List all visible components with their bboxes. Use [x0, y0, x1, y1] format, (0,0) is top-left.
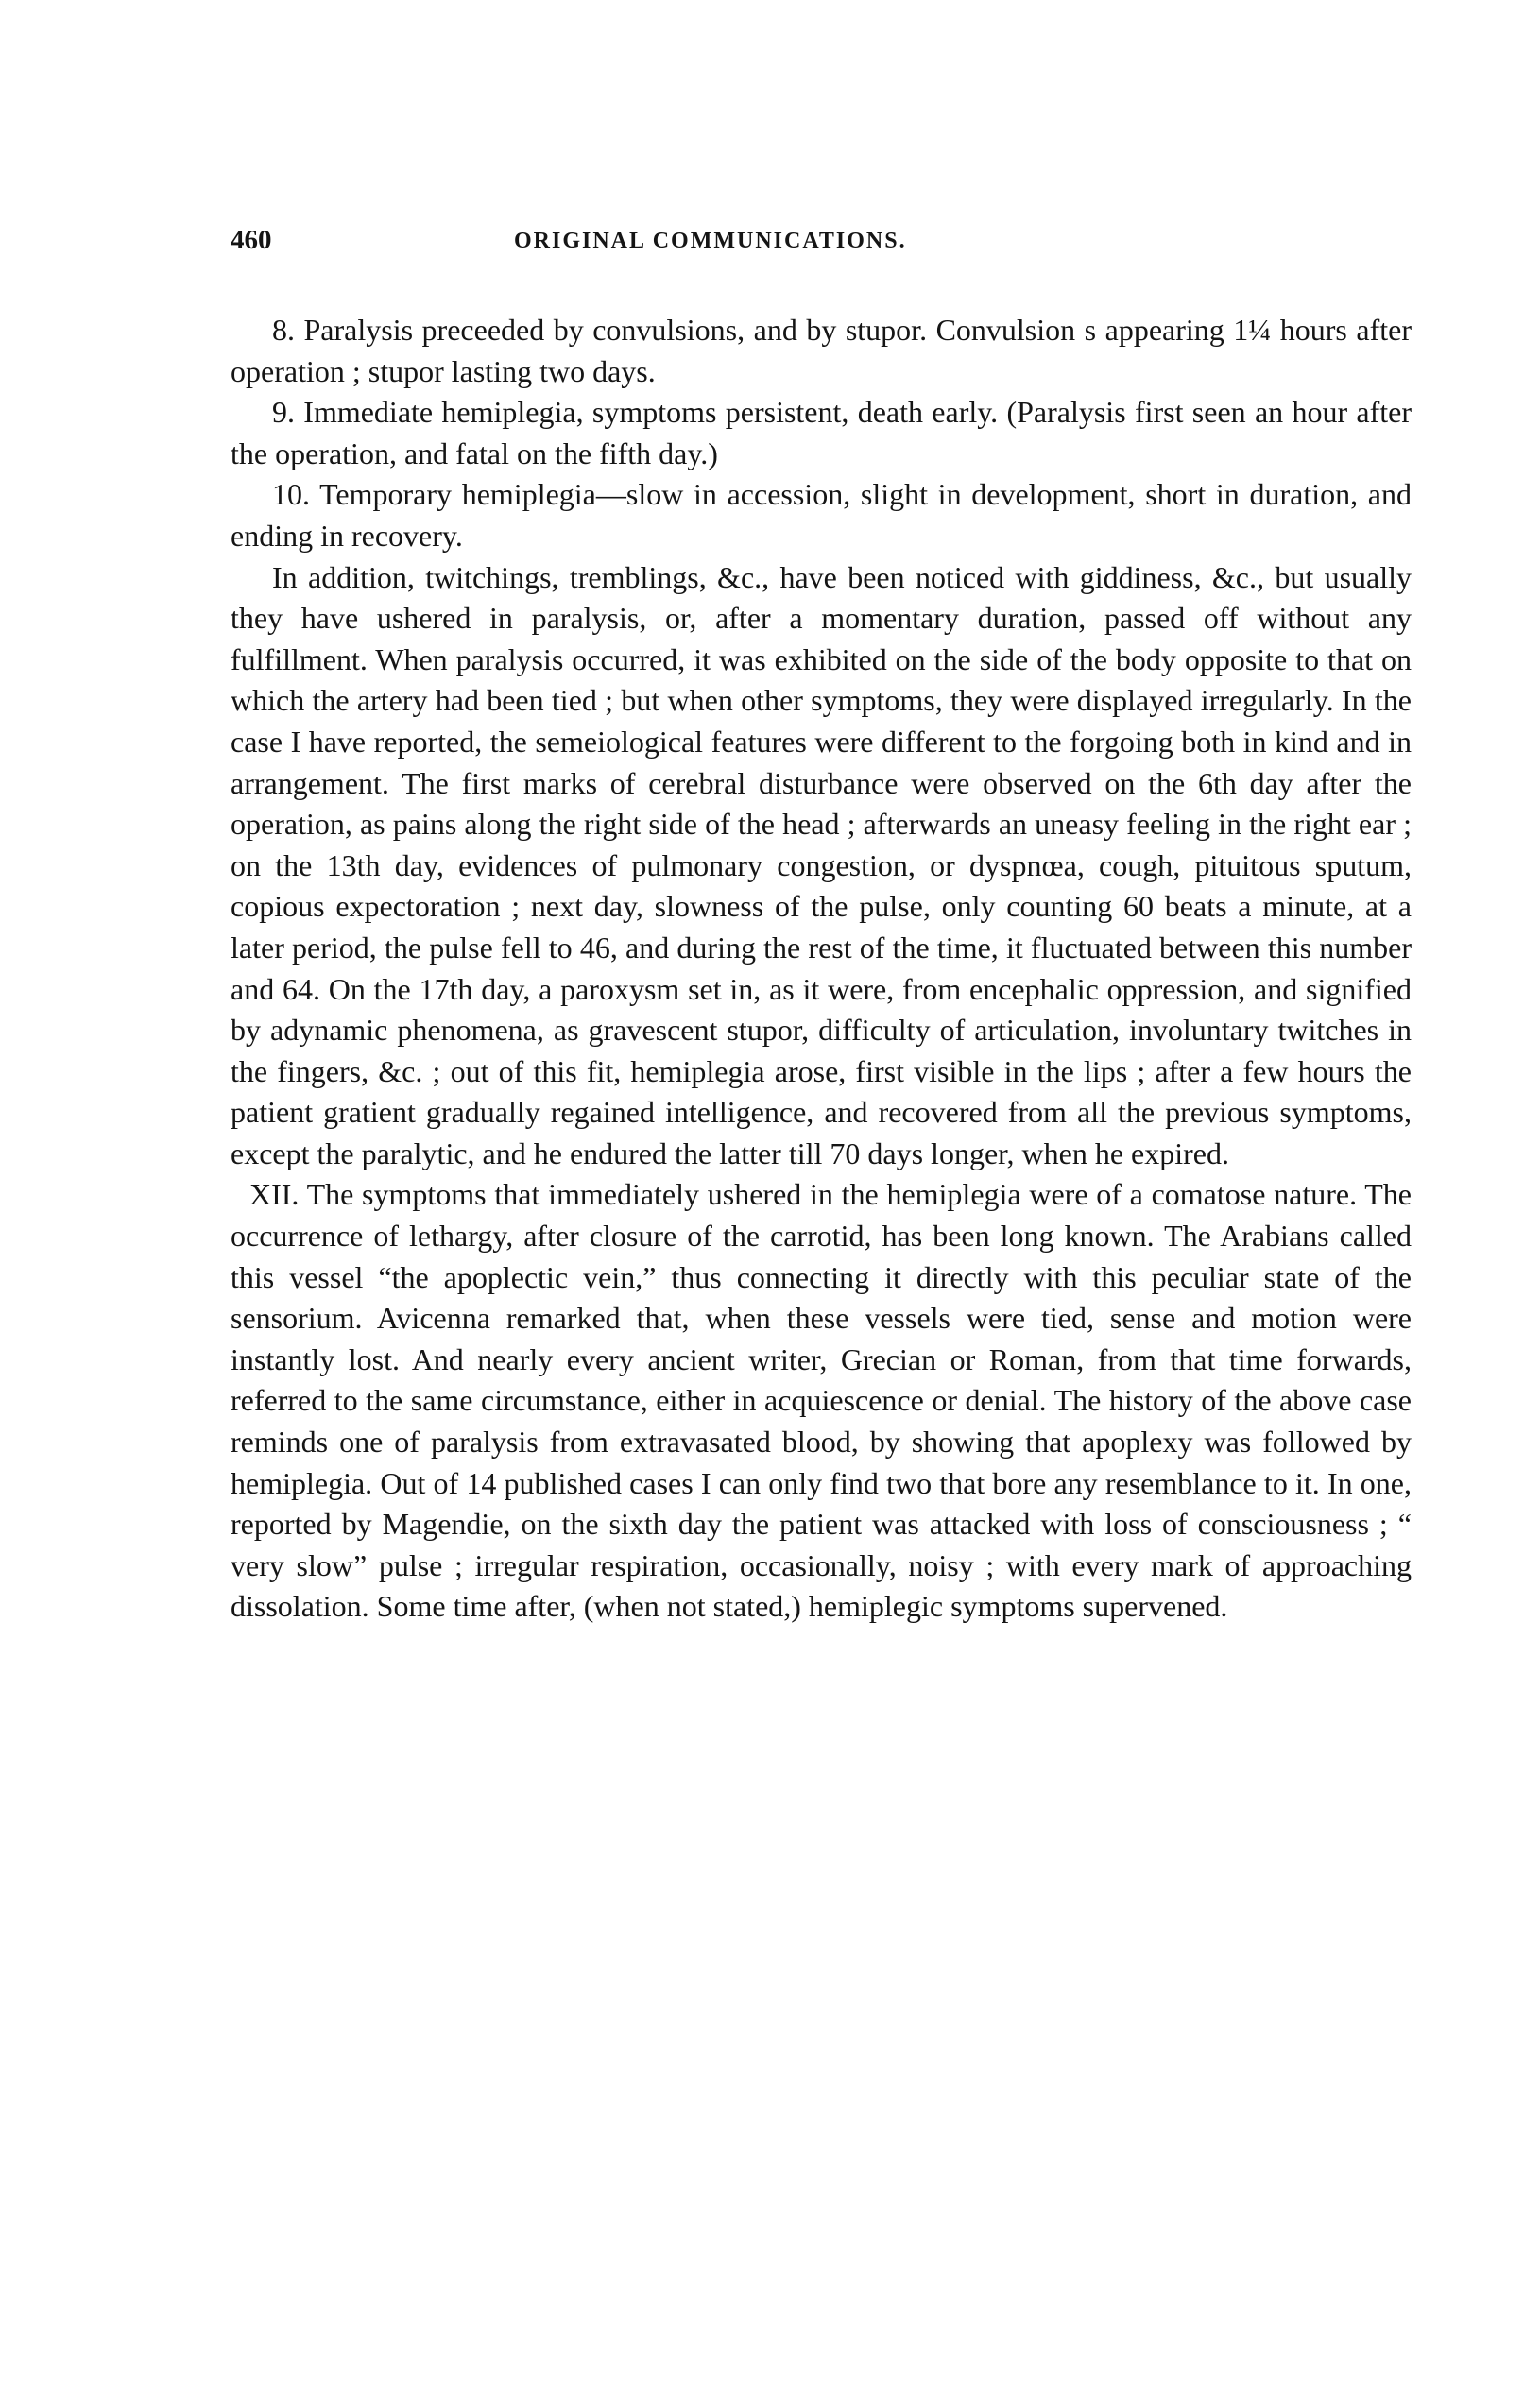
paragraph-additional-symptoms: In addition, twitchings, tremblings, &c., have been noticed with giddiness, &c., but usually they have ushered in paralysis, or, after a momentary duration, passed off without any fulfillment. When paralysis occurred, it was exhibited on the side of the body opposite to that on which the artery had been tied ; but when other symptoms, they were displayed irregularly. In the case I have reported, the semeiological features were different to the forgoing both in kind and in arrangement. The first marks of cerebral disturbance were observed on the 6th day after the operation, as pains along the right side of the head ; afterwards an uneasy feeling in the right ear ; on the 13th day, evidences of pulmonary congestion, or dyspnœa, cough, pituitous sputum, copious expectoration ; next day, slowness of the pulse, only counting 60 beats a minute, at a later period, the pulse fell to 46, and during the rest of the time, it fluctuated between this number and 64. On the 17th day, a paroxysm set in, as it were, from encephalic oppression, and signified by adynamic phenomena, as gravescent stupor, difficulty of articulation, involuntary twitches in the fingers, &c. ; out of this fit, hemiplegia arose, first visible in the lips ; after a few hours the patient gratient gradually regained intelligence, and recovered from all the previous symptoms, except the paralytic, and he endured the latter till 70 days longer, when he expired. [231, 559, 1412, 1170]
paragraph-item-8: 8. Paralysis preceeded by convulsions, and by stupor. Convulsion s appearing 1¼ hours after operation ; stupor lasting two days. [231, 313, 1412, 388]
body-text [231, 310, 1412, 1628]
page-number: 460 [231, 225, 272, 255]
running-head [231, 225, 1412, 263]
running-title: ORIGINAL COMMUNICATIONS. [514, 229, 907, 253]
paragraph-item-9: 9. Immediate hemiplegia, symptoms persistent, death early. (Paralysis first seen an hour after the operation, and fatal on the fifth day.) [231, 395, 1412, 470]
paragraph-item-10: 10. Temporary hemiplegia—slow in accession, slight in development, short in duration, and ending in recovery. [231, 477, 1412, 553]
document-page [231, 225, 1412, 1628]
paragraph-section-xii: XII. The symptoms that immediately ushered in the hemiplegia were of a comatose nature. The occurrence of lethargy, after closure of the carrotid, has been long known. The Arabians called this vessel “the apoplectic vein,” thus connecting it directly with this peculiar state of the sensorium. Avicenna remarked that, when these vessels were tied, sense and motion were instantly lost. And nearly every ancient writer, Grecian or Roman, from that time forwards, referred to the same circumstance, either in acquiescence or denial. The history of the above case reminds one of paralysis from extravasated blood, by showing that apoplexy was followed by hemiplegia. Out of 14 published cases I can only find two that bore any resemblance to it. In one, reported by Magendie, on the sixth day the patient was attacked with loss of consciousness ; “ very slow” pulse ; irregular respiration, occasionally, noisy ; with every mark of approaching dissolation. Some time after, (when not stated,) hemiplegic symptoms supervened. [231, 1177, 1412, 1624]
